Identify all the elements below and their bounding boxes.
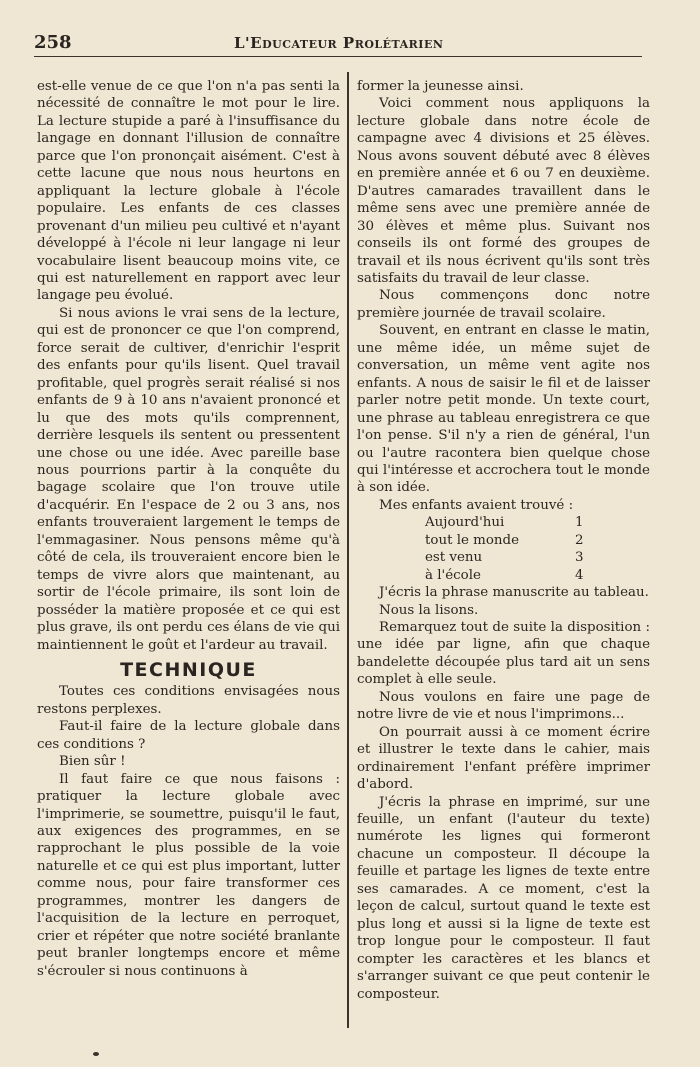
column-divider xyxy=(347,72,349,1028)
list-item-number: 3 xyxy=(575,550,584,566)
paragraph: Il faut faire ce que nous faisons : pratiquer la lecture globale avec l'imprimerie, se soumettre, puisqu'il le faut, aux exigences des programmes, en se rapprochant le plus possible de la voie naturelle et ce qui est plus important, lutter comme nous, pour faire transformer ces programmes, montrer les dangers de l'acquisition de la lecture en perroquet, crier et répéter que notre société branlante peut branler longtemps encore et même s'écrouler si nous continuons à xyxy=(37,771,340,979)
list-item-word: Aujourd'hui xyxy=(425,515,505,531)
paragraph: Souvent, en entrant en classe le matin, une même idée, un même sujet de conversation, un même vent agite nos enfants. A nous de saisir le fil et de laisser parler notre petit monde. Un texte court, une phrase au tableau enregistrera ce que l'on pense. S'il n'y a rien de général, l'un ou l'autre racontera bien quelque chose qui l'intéresse et accrochera tout le monde à son idée. xyxy=(357,323,650,496)
journal-title: L'Educateur Prolétarien xyxy=(234,34,444,52)
paragraph: Si nous avions le vrai sens de la lecture, qui est de prononcer ce que l'on comprend, force serait de cultiver, d'enrichir l'esprit des enfants pour qu'ils lisent. Quel travail profitable, quel progrès serait réalisé si nos enfants de 9 à 10 ans n'avaient prononcé et lu que des mots qu'ils comprennent, derrière lesquels ils sentent ou pressentent une chose ou une idée. Avec pareille base nous pourrions partir à la conquête du bagage scolaire que l'on trouve utile d'acquérir. En l'espace de 2 ou 3 ans, nos enfants trouveraient largement le temps de l'emmagasiner. Nous pensons même qu'à côté de cela, ils trouveraient encore bien le temps de vivre alors que maintenant, au sortir de l'école primaire, ils sont loin de posséder la matière proposée et ce qui est plus grave, ils ont perdu ces élans de vie qui maintiennent le goût et l'ardeur au travail. xyxy=(37,305,340,653)
paragraph: former la jeunesse ainsi. xyxy=(357,79,524,94)
list-item xyxy=(357,567,650,584)
list-item xyxy=(357,514,650,531)
page-number: 258 xyxy=(34,32,72,53)
list-item xyxy=(357,549,650,566)
list-item-number: 4 xyxy=(575,567,584,583)
paragraph: Toutes ces conditions envisagées nous restons perplexes. xyxy=(37,684,340,717)
list-item-number: 1 xyxy=(575,515,584,531)
paragraph: Faut-il faire de la lecture globale dans ces conditions ? xyxy=(37,719,340,752)
paragraph: Voici comment nous appliquons la lecture globale dans notre école de campagne avec 4 divisions et 25 élèves. Nous avons souvent débuté avec 8 élèves en première année et 6 ou 7 en deuxième. D'autres camarades travaillent dans le même sens avec une première année de 30 élèves et même plus. Suivant nos conseils ils ont formé des groupes de travail et ils nous écrivent qu'ils sont très satisfaits du travail de leur classe. xyxy=(357,96,650,286)
ink-mark xyxy=(93,1052,99,1056)
list-item-word: est venu xyxy=(425,550,483,566)
paragraph: On pourrait aussi à ce moment écrire et illustrer le texte dans le cahier, mais ordinairement l'enfant préfère imprimer d'abord. xyxy=(357,724,650,793)
paragraph: Bien sûr ! xyxy=(59,754,126,770)
list-item-word: à l'école xyxy=(425,567,481,583)
section-heading: TECHNIQUE xyxy=(120,658,257,681)
paragraph: est-elle venue de ce que l'on n'a pas senti la nécessité de connaître le mot pour le lire. La lecture stupide a paré à l'insuffisance du langage en donnant l'illusion de connaître parce que l'on prononçait aisément. C'est à cette lacune que nous nous heurtons en appliquant la lecture globale à l'école populaire. Les enfants de ces classes provenant d'un milieu peu cultivé et n'ayant développé à l'école ni leur langage ni leur vocabulaire lisent beaucoup moins vite, ce qui est naturellement en rapport avec leur langage peu évolué. xyxy=(37,79,340,304)
paragraph: J'écris la phrase en imprimé, sur une feuille, un enfant (l'auteur du texte) numérote les lignes qui formeront chacune un composteur. Il découpe la feuille et partage les lignes de texte entre ses camarades. A ce moment, c'est la leçon de calcul, surtout quand le texte est plus long et aussi si la ligne de texte est trop longue pour le composteur. Il faut compter les caractères et les blancs et s'arranger suivant ce que peut contenir le composteur. xyxy=(357,794,650,1002)
list-item-number: 2 xyxy=(575,532,584,548)
right-column xyxy=(357,78,650,1003)
list-item-word: tout le monde xyxy=(425,532,520,548)
word-list xyxy=(357,514,650,584)
left-column xyxy=(37,78,340,980)
paragraph: J'écris la phrase manuscrite au tableau. xyxy=(379,585,649,601)
page-header xyxy=(34,32,642,57)
list-intro: Mes enfants avaient trouvé : xyxy=(379,497,574,513)
paragraph: Nous la lisons. xyxy=(379,602,479,618)
paragraph: Nous voulons en faire une page de notre livre de vie et nous l'imprimons... xyxy=(357,689,650,723)
list-item xyxy=(357,532,650,549)
paragraph: Remarquez tout de suite la disposition : une idée par ligne, afin que chaque bandelette découpée plus tard ait un sens complet à elle seule. xyxy=(357,619,650,688)
paragraph: Nous commençons donc notre première journée de travail scolaire. xyxy=(357,288,650,321)
